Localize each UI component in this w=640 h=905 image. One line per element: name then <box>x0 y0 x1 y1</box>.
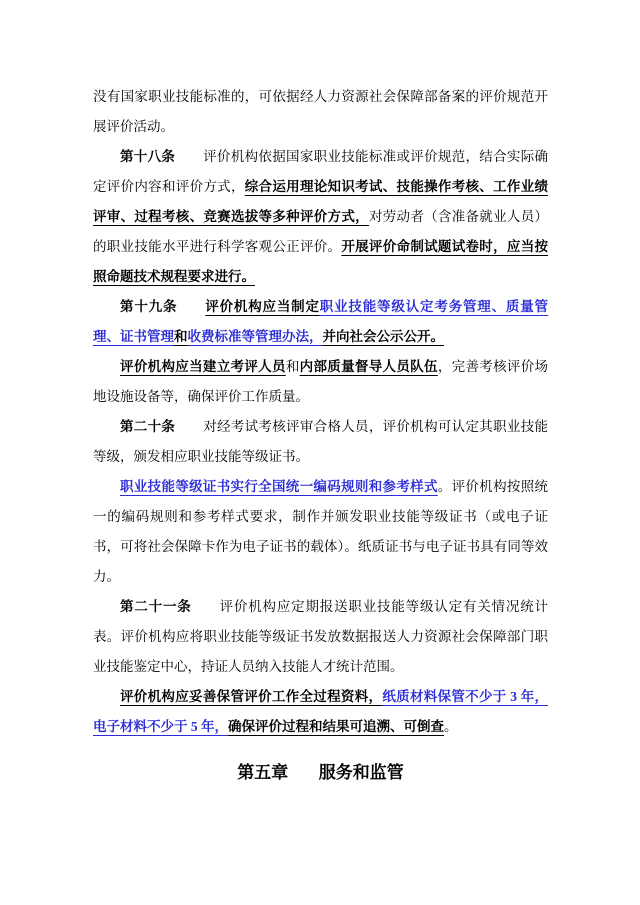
article-number: 第二十一条 <box>120 599 192 614</box>
document-body <box>93 82 548 742</box>
text-run: 。评价机构按照统一的编码规则和参考样式要求，制作并颁发职业技能等级证书（或电子证书，可将社会保障卡作为电子证书的载体）。纸质证书与电子证书具有同等效力。 <box>93 479 549 584</box>
text-run: 和 <box>174 329 188 344</box>
text-run: 收费标准等管理办法， <box>187 329 323 344</box>
text-run: 职业技能等级认定考务管理、质量管理、证书管理 <box>93 299 549 344</box>
text-run: 纸质材料保管不少于 3 年，电子材料不少于 5 年， <box>93 689 549 734</box>
text-run: 综合运用理论知识考试、技能操作考核、工作业绩评审、过程考核、竞赛选拔等多种评价方式， <box>93 179 548 224</box>
text-run: 开展评价命制试题试卷时，应当按照命题技术规程要求进行。 <box>93 239 548 284</box>
chapter-number: 第五章 <box>237 763 289 782</box>
text-run: 对经考试考核评审合格人员，评价机构可认定其职业技能等级，颁发相应职业技能等级证书。 <box>93 419 549 464</box>
paragraph <box>93 142 548 292</box>
text-run: 。 <box>444 719 458 734</box>
paragraph <box>93 682 548 742</box>
text-run: 没有国家职业技能标准的，可依据经人力资源社会保障部备案的评价规范开展评价活动。 <box>93 89 548 134</box>
paragraph <box>93 292 548 352</box>
paragraph <box>93 472 548 592</box>
text-run: 评价机构应妥善保管评价工作全过程资料， <box>120 689 383 704</box>
article-number: 第十九条 <box>120 299 178 314</box>
article-number: 第十八条 <box>120 149 176 164</box>
text-run: 评价机构应定期报送职业技能等级认定有关情况统计表。评价机构应将职业技能等级证书发放数据报送人力资源社会保障部门职业技能鉴定中心，持证人员纳入技能人才统计范围。 <box>93 599 549 674</box>
paragraph <box>93 592 548 682</box>
paragraph <box>93 82 548 142</box>
text-run: 并向社会公示公开。 <box>322 329 444 344</box>
paragraph <box>93 352 548 412</box>
text-run: 对劳动者（含准备就业人员）的职业技能水平进行科学客观公正评价。 <box>93 209 548 254</box>
text-run: 评价机构应当建立考评人员 <box>120 359 286 374</box>
text-run: 和 <box>285 359 300 374</box>
text-run: 职业技能等级证书实行全国统一编码规则和参考样式 <box>120 479 438 494</box>
text-run: 内部质量督导人员队伍 <box>299 359 438 374</box>
chapter-heading <box>93 758 548 788</box>
chapter-title: 服务和监管 <box>318 763 404 782</box>
text-run: 评价机构依据国家职业技能标准或评价规范，结合实际确定评价内容和评价方式， <box>93 149 549 194</box>
paragraph <box>93 412 548 472</box>
text-run: ，完善考核评价场地设施设备等，确保评价工作质量。 <box>93 359 549 404</box>
text-run: 确保评价过程和结果可追溯、可倒查 <box>228 719 444 734</box>
text-run: 评价机构应当制定 <box>205 299 320 314</box>
article-number: 第二十条 <box>120 419 176 434</box>
